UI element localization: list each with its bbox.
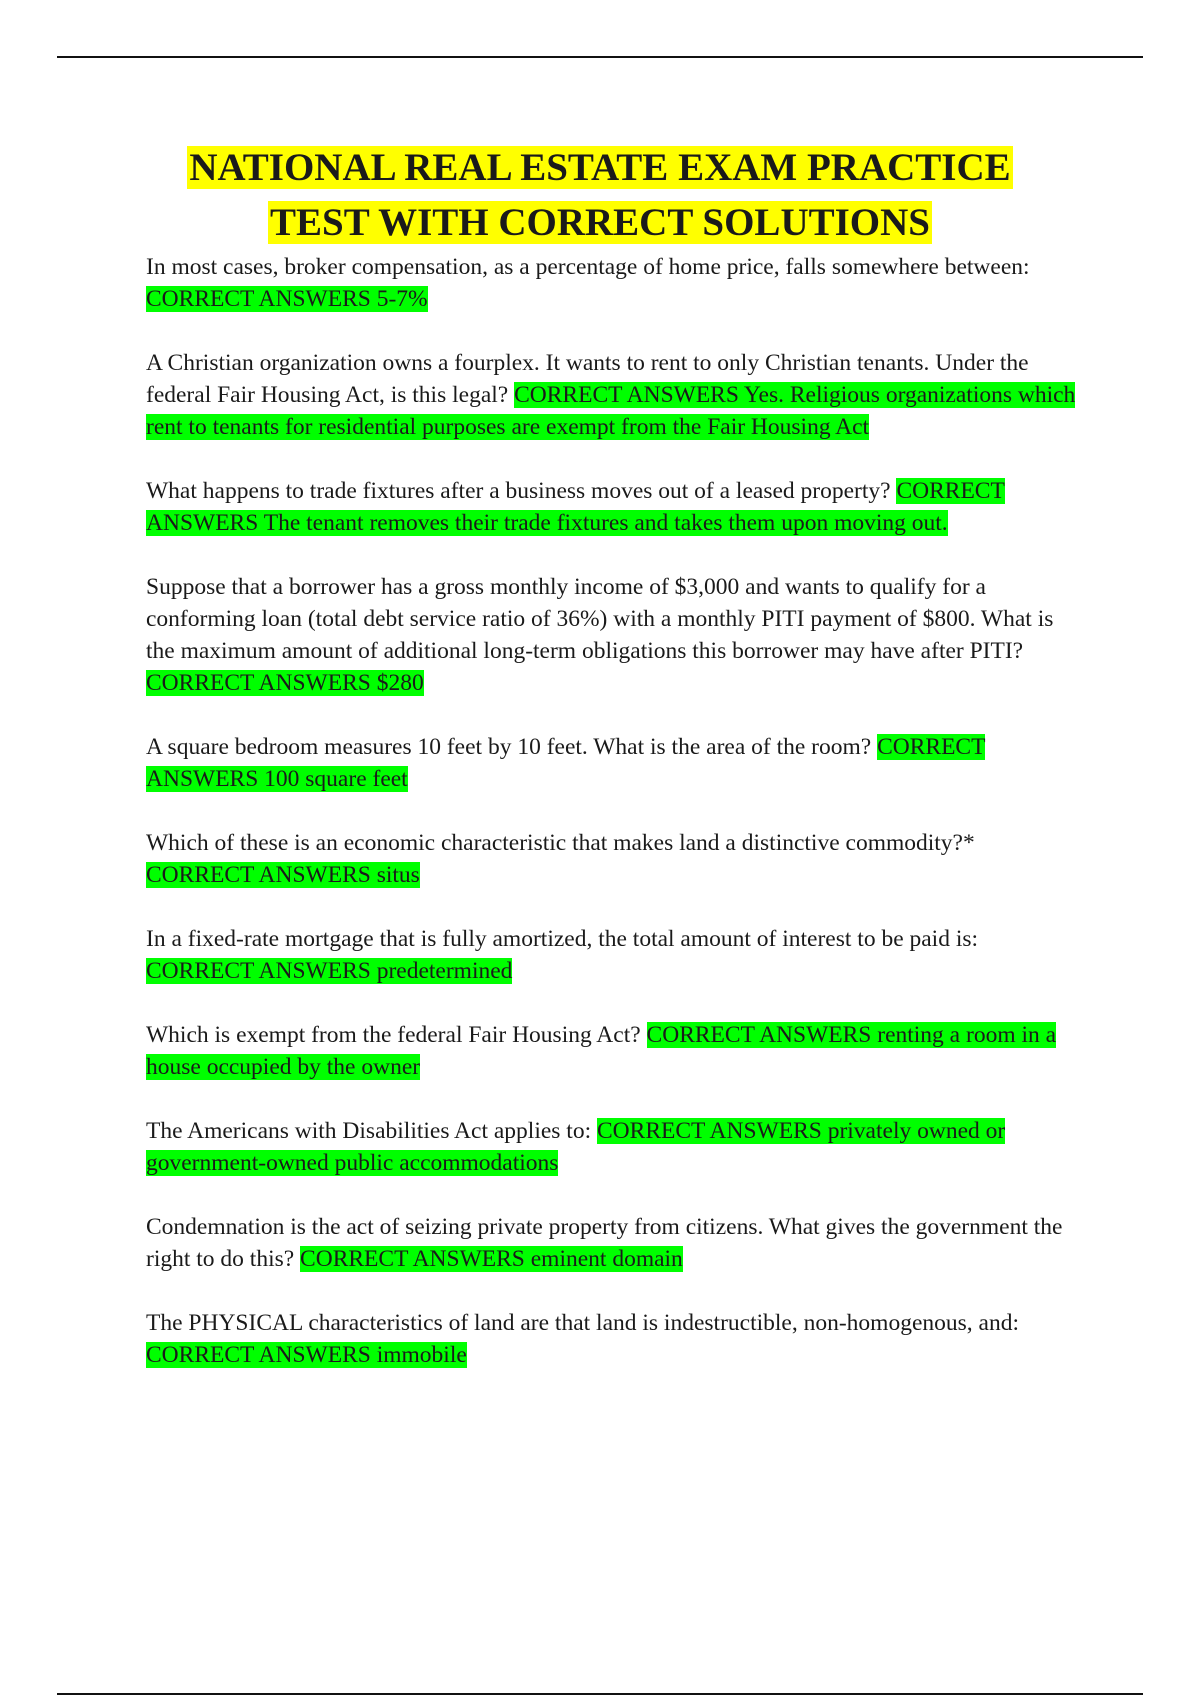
- question-text: Which is exempt from the federal Fair Housing Act?: [146, 1022, 641, 1048]
- qa-list: [146, 251, 1086, 1403]
- question-text: What happens to trade fixtures after a business moves out of a leased property?: [146, 478, 891, 504]
- qa-item: [146, 1019, 1086, 1083]
- answer-text: CORRECT ANSWERS Yes. Religious organizations which rent to tenants for residential purposes are exempt from the Fair Housing Act: [146, 382, 1076, 440]
- question-text: Which of these is an economic characteristic that makes land a distinctive commodity?*: [146, 830, 975, 856]
- answer-text: CORRECT ANSWERS renting a room in a house occupied by the owner: [146, 1022, 1057, 1080]
- title-line-1: NATIONAL REAL ESTATE EXAM PRACTICE: [189, 146, 1011, 189]
- question-text: Suppose that a borrower has a gross monthly income of $3,000 and wants to qualify for a conforming loan (total debt service ratio of 36%) with a monthly PITI payment of $800. What is the maximum amount of additional long-term obligations this borrower may have after PITI?: [146, 574, 1054, 664]
- qa-item: [146, 251, 1086, 315]
- document-title: [0, 140, 1200, 250]
- answer-text: CORRECT ANSWERS situs: [146, 862, 420, 888]
- answer-text: CORRECT ANSWERS privately owned or government-owned public accommodations: [146, 1118, 1006, 1176]
- qa-item: [146, 475, 1086, 539]
- qa-item: [146, 347, 1086, 443]
- qa-item: [146, 827, 1086, 891]
- question-text: In a fixed-rate mortgage that is fully amortized, the total amount of interest to be paid is:: [146, 926, 979, 952]
- question-text: Condemnation is the act of seizing private property from citizens. What gives the government the right to do this?: [146, 1214, 1063, 1272]
- qa-item: [146, 571, 1086, 699]
- qa-item: [146, 1211, 1086, 1275]
- answer-text: CORRECT ANSWERS 5-7%: [146, 286, 428, 312]
- bottom-rule: [57, 1693, 1143, 1695]
- qa-item: [146, 1307, 1086, 1371]
- question-text: The PHYSICAL characteristics of land are that land is indestructible, non-homogenous, and:: [146, 1310, 1019, 1336]
- qa-item: [146, 731, 1086, 795]
- qa-item: [146, 1115, 1086, 1179]
- answer-text: CORRECT ANSWERS predetermined: [146, 958, 513, 984]
- answer-text: CORRECT ANSWERS eminent domain: [300, 1246, 683, 1272]
- answer-text: CORRECT ANSWERS 100 square feet: [146, 734, 986, 792]
- top-rule: [57, 56, 1143, 58]
- answer-text: CORRECT ANSWERS $280: [146, 670, 424, 696]
- question-text: A square bedroom measures 10 feet by 10 feet. What is the area of the room?: [146, 734, 872, 760]
- answer-text: CORRECT ANSWERS immobile: [146, 1342, 467, 1368]
- question-text: The Americans with Disabilities Act applies to:: [146, 1118, 592, 1144]
- qa-item: [146, 923, 1086, 987]
- question-text: In most cases, broker compensation, as a percentage of home price, falls somewhere between:: [146, 254, 1030, 280]
- answer-text: CORRECT ANSWERS The tenant removes their trade fixtures and takes them upon moving out.: [146, 478, 1005, 536]
- title-line-2: TEST WITH CORRECT SOLUTIONS: [270, 201, 930, 244]
- question-text: A Christian organization owns a fourplex. It wants to rent to only Christian tenants. Under the federal Fair Housing Act, is this legal?: [146, 350, 1029, 408]
